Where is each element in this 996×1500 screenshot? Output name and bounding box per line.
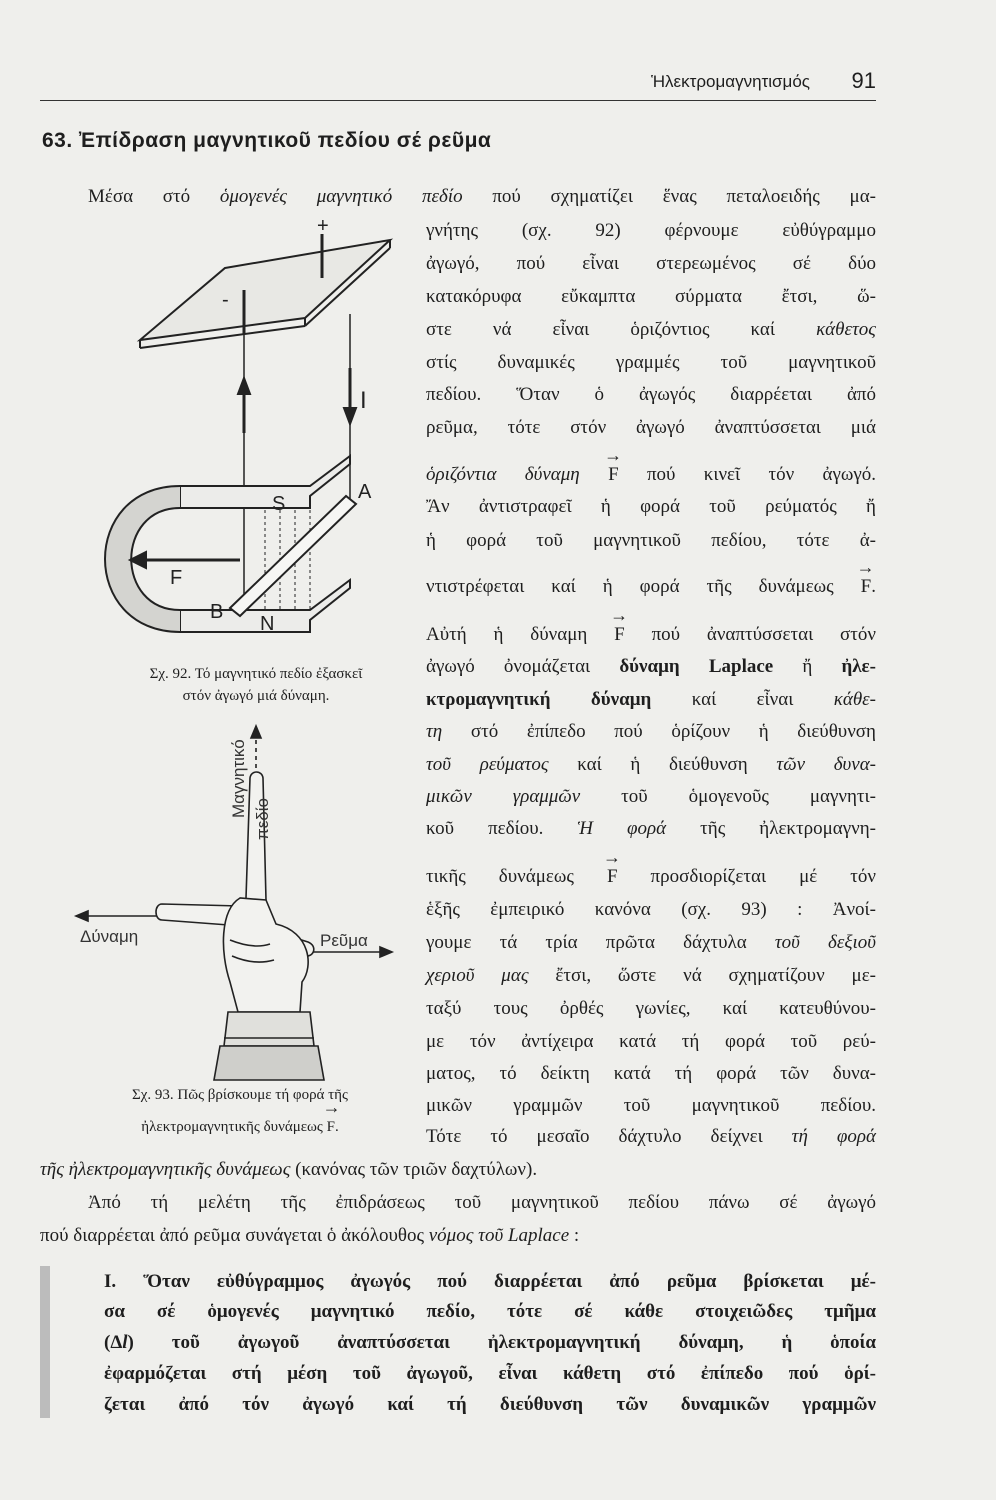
body-line: πεδίου. Ὅταν ὁ ἀγωγός διαρρέεται ἀπό [426, 384, 876, 405]
label-force-f: F [170, 567, 183, 589]
body-line: Ἄν ἀντιστραφεῖ ἡ φορά τοῦ ρεύματός ἤ [426, 496, 876, 517]
vector-f: → F [861, 574, 872, 600]
law-line: ζεται ἀπό τόν ἀγωγό καί τή διεύθυνση τῶν δυναμικῶν γραμμῶν [104, 1394, 876, 1415]
body-line: ἀγωγό, πού εἶναι στερεωμένος σέ δύο [426, 253, 876, 274]
body-line: μικῶν γραμμῶν τοῦ ὁμογενοῦς μαγνητι- [426, 786, 876, 807]
label-south: S [272, 493, 286, 515]
label-b: B [210, 601, 224, 623]
body-line: ντιστρέφεται καί ἡ φορά τῆς δυνάμεως → F. [426, 574, 876, 600]
body-line: χεριοῦ μας ἔτσι, ὥστε νά σχηματίζουν με- [426, 965, 877, 986]
figure-92-magnet-diagram [60, 218, 400, 663]
label-minus: - [222, 289, 229, 311]
body-line: πού διαρρέεται ἀπό ρεῦμα συνάγεται ὁ ἀκόλουθος νόμος τοῦ Laplace : [40, 1225, 580, 1246]
current-down-arrow [344, 408, 356, 424]
figure-93-caption: Σχ. 93. Πῶς βρίσκουμε τή φορά τῆς ἠλεκτρομαγνητικῆς δυνάμεως → F. [70, 1084, 410, 1138]
body-line: ρεῦμα, τότε στόν ἀγωγό ἀναπτύσσεται μιά [426, 417, 876, 438]
label-plus: + [317, 218, 329, 237]
body-line: με τόν ἀντίχειρα κατά τή φορά τοῦ ρεύ- [426, 1031, 876, 1052]
current-direction-arrow [380, 947, 392, 957]
field-arrow [251, 726, 261, 738]
running-title: Ἡλεκτρομαγνητισμός [651, 72, 810, 91]
label-a: A [358, 481, 372, 503]
body-line: τῆς ἠλεκτρομαγνητικῆς δυνάμεως (κανόνας τῶν τριῶν δαχτύλων). [40, 1159, 538, 1180]
body-line: ἀγωγό ὀνομάζεται δύναμη Laplace ἤ ἠλε- [426, 656, 877, 677]
body-line: μικῶν γραμμῶν τοῦ μαγνητικοῦ πεδίου. [426, 1095, 876, 1116]
body-line: ὁριζόντια δύναμη → F πού κινεῖ τόν ἀγωγό. [426, 462, 876, 488]
label-force: Δύναμη [80, 927, 139, 946]
page-number: 91 [851, 68, 876, 93]
law-line: (Δl) τοῦ ἀγωγοῦ ἀναπτύσσεται ἠλεκτρομαγνητική δύναμη, ἡ ὁποία [104, 1332, 876, 1353]
body-line: κτρομαγνητική δύναμη καί εἶναι κάθε- [426, 689, 876, 710]
vector-f: → F [608, 462, 619, 488]
body-line: γουμε τά τρία πρῶτα δάχτυλα τοῦ δεξιοῦ [426, 932, 876, 953]
body-line: Τότε τό μεσαῖο δάχτυλο δείχνει τή φορά [426, 1126, 876, 1147]
law-line: ἐφαρμόζεται στή μέση τοῦ ἀγωγοῦ, εἶναι κάθετη στό ἐπίπεδο πού ὁρί- [104, 1363, 876, 1384]
force-direction-arrow [76, 911, 88, 921]
palm [223, 898, 308, 1012]
label-current: Ρεῦμα [320, 931, 368, 950]
cuff [224, 1012, 314, 1046]
body-line: στε νά εἶναι ὁριζόντιος καί κάθετος [426, 319, 876, 340]
sleeve [214, 1046, 324, 1080]
law-line: σα σέ ὁμογενές μαγνητικό πεδίο, τότε σέ κάθε στοιχειῶδες τμῆμα [104, 1301, 876, 1322]
support-plate [140, 240, 390, 340]
section-title: 63. Ἐπίδραση μαγνητικοῦ πεδίου σέ ρεῦμα [42, 129, 492, 152]
body-line: κοῦ πεδίου. Ἡ φορά τῆς ἠλεκτρομαγνη- [426, 818, 877, 839]
body-line: Αὐτή ἡ δύναμη → F πού ἀναπτύσσεται στόν [426, 622, 876, 648]
body-line: ταξύ τους ὀρθές γωνίες, καί κατευθύνου- [426, 998, 876, 1019]
vector-f: → F [607, 864, 618, 890]
body-line: τη στό ἐπίπεδο πού ὁρίζουν ἡ διεύθυνση [426, 721, 876, 742]
figure-92-caption: Σχ. 92. Τό μαγνητικό πεδίο ἐξασκεῖ στόν ἀγωγό μιά δύναμη. [149, 666, 363, 704]
body-line: τικῆς δυνάμεως → F προσδιορίζεται μέ τόν [426, 864, 876, 890]
body-line: στίς δυναμικές γραμμές τοῦ μαγνητικοῦ [426, 352, 876, 373]
body-line: τοῦ ρεύματος καί ἡ διεύθυνση τῶν δυνα- [426, 754, 876, 775]
body-line: Μέσα στό ὁμογενές μαγνητικό πεδίο πού σχηματίζει ἕνας πεταλοειδής μα- [88, 186, 877, 207]
label-north: N [260, 613, 275, 635]
body-line: ματος, τό δείκτη κατά τή φορά τῶν δυνα- [426, 1063, 876, 1084]
current-up-arrow [238, 378, 250, 394]
law-side-bar [40, 1266, 50, 1418]
label-field: πεδίο [253, 797, 272, 840]
vector-f: → F [327, 1116, 335, 1138]
vector-f: → F [614, 622, 625, 648]
body-line: ἡ φορά τοῦ μαγνητικοῦ πεδίου, τότε ἀ- [426, 530, 876, 551]
magnet-top-arm [180, 456, 350, 508]
body-line: Ἀπό τή μελέτη τῆς ἐπιδράσεως τοῦ μαγνητικοῦ πεδίου πάνω σέ ἀγωγό [88, 1192, 876, 1213]
label-current-i: I [360, 387, 367, 414]
label-magnetic-field: Μαγνητικό [229, 739, 248, 818]
page-header [40, 66, 876, 101]
law-line: Ι. Ὅταν εὐθύγραμμος ἀγωγός πού διαρρέεται ἀπό ρεῦμα βρίσκεται μέ- [104, 1271, 876, 1292]
figure-93-right-hand-rule [70, 720, 400, 1085]
body-line: κατακόρυφα εὔκαμπτα σύρματα ἔτσι, ὥ- [426, 286, 876, 307]
body-line: ἑξῆς ἐμπειρικό κανόνα (σχ. 93) : Ἀνοί- [426, 899, 876, 920]
body-line: γνήτης (σχ. 92) φέρνουμε εὐθύγραμμο [426, 220, 876, 241]
